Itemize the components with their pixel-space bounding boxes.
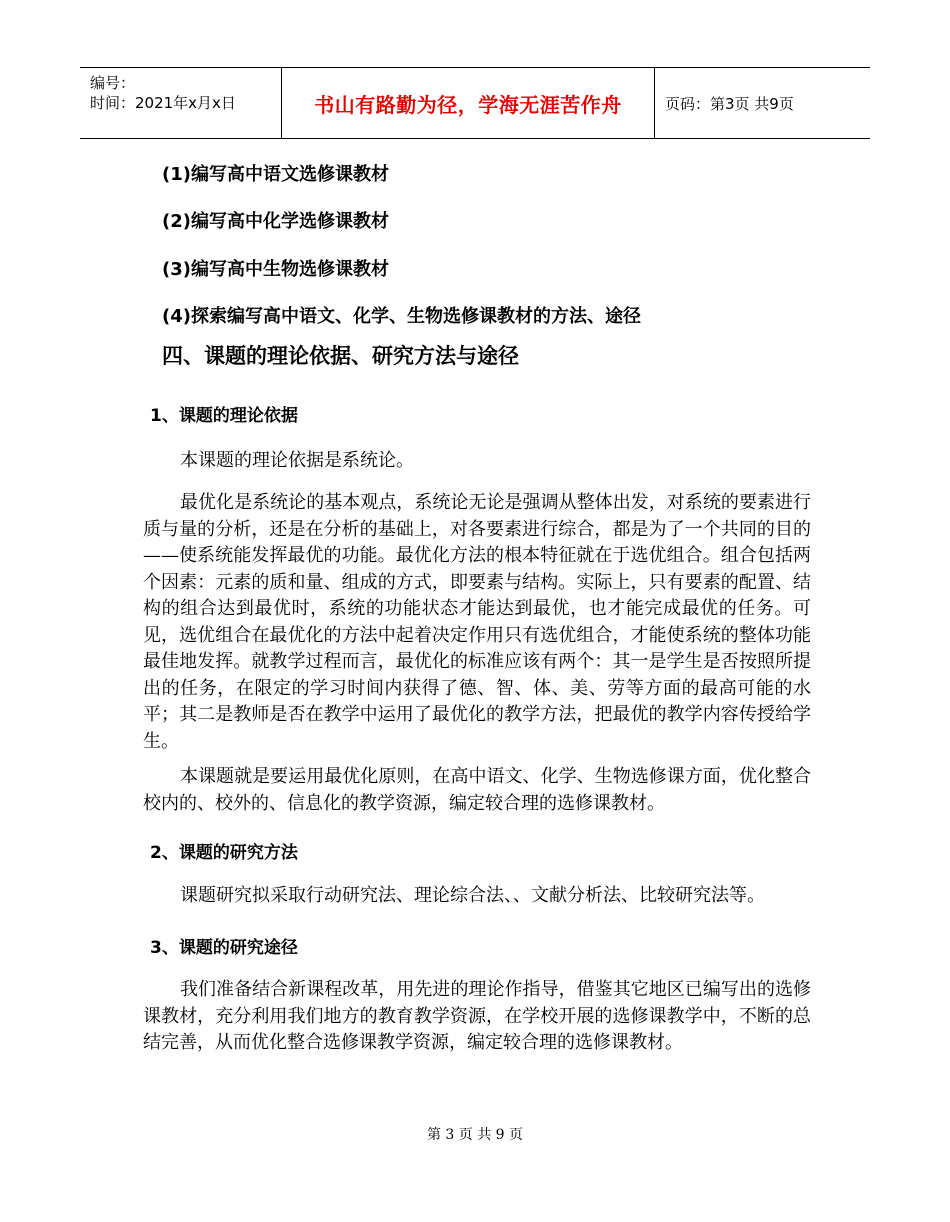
document-date: 时间：2021年x月x日 (90, 94, 236, 112)
subsection-title-path: 3、课题的研究途径 (150, 938, 298, 958)
header-meta (80, 68, 282, 138)
list-item: (3)编写高中生物选修课教材 (162, 259, 389, 280)
header-page-number: 页码：第3页 共9页 (665, 94, 794, 113)
paragraph-path: 我们准备结合新课程改革，用先进的理论作指导，借鉴其它地区已编写出的选修课教材，充分利用我们地方的教育教学资源，在学校开展的选修课教学中，不断的总结完善，从而优化整合选修课教学资源，编定较合理的选修课教材。 (143, 979, 811, 1053)
list-item: (1)编写高中语文选修课教材 (162, 164, 389, 185)
subsection-title-basis: 1、课题的理论依据 (150, 406, 298, 426)
list-item: (4)探索编写高中语文、化学、生物选修课教材的方法、途径 (162, 306, 641, 327)
document-number-label: 编号： (90, 74, 136, 92)
paragraph-basis-application: 本课题就是要运用最优化原则，在高中语文、化学、生物选修课方面，优化整合校内的、校外的、信息化的教学资源，编定较合理的选修课教材。 (143, 766, 811, 814)
section-title: 四、课题的理论依据、研究方法与途径 (162, 344, 519, 368)
paragraph-basis-optimization: 最优化是系统论的基本观点，系统论无论是强调从整体出发，对系统的要素进行质与量的分析，还是在分析的基础上，对各要素进行综合，都是为了一个共同的目的——使系统能发挥最优的功能。最优化方法的根本特征就在于选优组合。组合包括两个因素：元素的质和量、组成的方式，即要素与结构。实际上，只有要素的配置、结构的组合达到最优时，系统的功能状态才能达到最优，也才能完成最优的任务。可见，选优组合在最优化的方法中起着决定作用只有选优组合，才能使系统的整体功能最佳地发挥。就教学过程而言，最优化的标准应该有两个：其一是学生是否按照所提出的任务，在限定的学习时间内获得了德、智、体、美、劳等方面的最高可能的水平；其二是教师是否在教学中运用了最优化的教学方法，把最优的教学内容传授给学生。 (143, 492, 811, 752)
list-item: (2)编写高中化学选修课教材 (162, 211, 389, 232)
subsection-title-method: 2、课题的研究方法 (150, 843, 298, 863)
page-footer: 第 3 页 共 9 页 (426, 1127, 524, 1143)
header-motto: 书山有路勤为径，学海无涯苦作舟 (282, 68, 655, 138)
paragraph-method: 课题研究拟采取行动研究法、理论综合法、、文献分析法、比较研究法等。 (180, 885, 765, 906)
paragraph-basis-intro: 本课题的理论依据是系统论。 (180, 450, 414, 471)
page-header (80, 67, 870, 139)
